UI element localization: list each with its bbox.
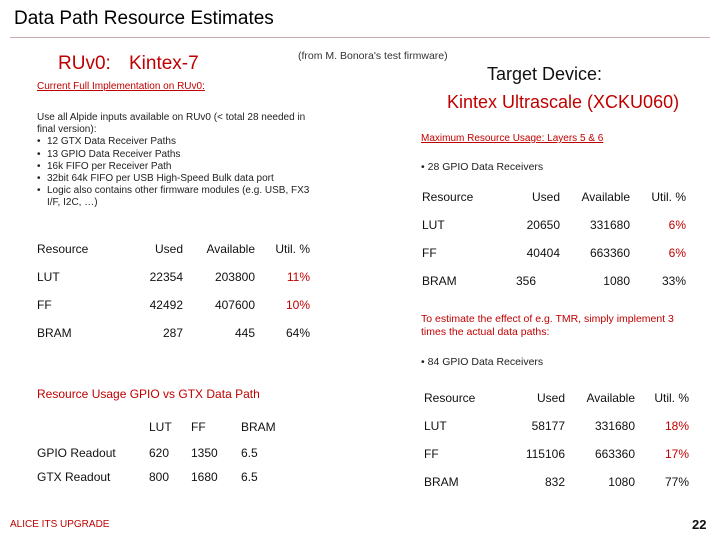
target-device-label: Target Device: [487,64,603,84]
table-row [37,465,286,489]
table-cell: 33% [661,274,686,288]
bullet-item: • 32bit 64k FIFO per USB High-Speed Bulk data port [37,173,312,185]
table-row [424,468,689,496]
gpio-gtx-usage-table [37,413,286,489]
table-cell: 42492 [149,298,183,312]
table-cell: 6.5 [241,470,258,484]
bullet-text: 84 GPIO Data Receivers [427,356,544,368]
receivers-28-bullet [421,161,543,173]
table-cell: 1350 [191,446,218,460]
header-cell: Used [531,190,560,204]
table-cell: 832 [544,475,565,489]
ruv0-resource-table [37,235,310,347]
page-number: 22 [692,517,707,532]
table-cell: 64% [285,326,310,340]
tmr-usage-table [424,384,689,496]
intro-text: Use all Alpide inputs available on RUv0 (< total 28 needed in final version): [37,112,306,136]
table-row [37,291,310,319]
header-cell: Available [581,190,630,204]
table-row [422,267,686,295]
source-note: (from M. Bonora's test firmware) [298,50,448,62]
implementation-bullets [37,136,312,209]
implementation-description [37,112,312,210]
header-cell: Used [154,242,183,256]
table-row [424,412,689,440]
table-cell: 356 [515,274,537,288]
table-cell: 1080 [608,475,635,489]
table-cell: 407600 [214,298,255,312]
header-cell: Util. % [275,242,310,256]
header-cell: Available [206,242,255,256]
table-header-row [37,413,286,441]
table-cell: 77% [664,475,689,489]
current-impl-heading: Current Full Implementation on RUv0: [37,81,205,92]
bullet-item: • 16k FIFO per Receiver Path [37,161,312,173]
table-cell: BRAM [422,274,457,288]
table-row [422,211,686,239]
table-cell: 22354 [149,270,183,284]
table-cell: 800 [149,470,170,484]
table-cell: 17% [664,447,689,461]
table-cell: GPIO Readout [37,446,116,460]
header-cell: Resource [422,190,474,204]
bullet-dot: • [421,356,425,368]
table-cell: 115106 [525,447,565,461]
title-divider [10,37,710,38]
table-cell: 287 [162,326,183,340]
bullet-dot: • [421,161,425,173]
table-cell: 6% [668,246,686,260]
table-cell: 10% [285,298,310,312]
receivers-84-bullet [421,356,543,368]
table-header-row [422,183,686,211]
table-cell: 40404 [526,246,560,260]
header-cell: FF [191,420,206,434]
table-cell: 663360 [589,246,630,260]
table-cell: FF [422,246,437,260]
table-cell: FF [424,447,439,461]
table-cell: BRAM [37,326,72,340]
table-cell: 6.5 [241,446,258,460]
tmr-estimate-note: To estimate the effect of e.g. TMR, simply implement 3 times the actual data paths: [421,313,674,338]
bullet-item: • 13 GPIO Data Receiver Paths [37,149,312,161]
bullet-item: • Logic also contains other firmware modules (e.g. USB, FX3 I/F, I2C, …) [37,185,312,209]
footer-label: ALICE ITS UPGRADE [10,519,110,530]
header-cell [37,413,149,441]
max-usage-heading: Maximum Resource Usage: Layers 5 & 6 [421,133,604,144]
table-cell: 203800 [214,270,255,284]
table-row [37,319,310,347]
table-cell: GTX Readout [37,470,111,484]
bullet-text: 28 GPIO Data Receivers [427,161,544,173]
table-row [424,440,689,468]
header-cell: Resource [424,391,476,405]
table-row [37,441,286,465]
usage-heading: Resource Usage GPIO vs GTX Data Path [37,387,260,401]
table-cell: LUT [422,218,445,232]
table-header-row [424,384,689,412]
table-cell: 1680 [191,470,218,484]
header-cell: Available [586,391,635,405]
ruv-label: RUv0: [58,53,111,74]
header-cell: Resource [37,242,89,256]
header-cell: BRAM [241,420,276,434]
table-cell: 11% [286,270,310,284]
table-cell: 331680 [589,218,630,232]
fpga-label: Kintex-7 [129,53,199,74]
table-cell: 58177 [531,419,565,433]
table-cell: BRAM [424,475,459,489]
header-cell: Util. % [651,190,686,204]
table-cell: FF [37,298,52,312]
table-cell: 445 [234,326,255,340]
table-cell: 620 [149,446,170,460]
target-device-name: Kintex Ultrascale (XCKU060) [447,92,680,112]
table-cell: 6% [668,218,686,232]
bullet-item: • 12 GTX Data Receiver Paths [37,136,312,148]
table-header-row [37,235,310,263]
header-cell: Util. % [654,391,689,405]
table-cell: 1080 [603,274,630,288]
table-cell: 18% [664,419,689,433]
page-title: Data Path Resource Estimates [14,8,274,29]
table-cell: 331680 [594,419,635,433]
table-cell: 20650 [526,218,560,232]
table-cell: LUT [37,270,60,284]
header-cell: Used [536,391,565,405]
max-usage-table [422,183,686,295]
table-cell: LUT [424,419,447,433]
table-row [422,239,686,267]
table-row [37,263,310,291]
table-cell: 663360 [594,447,635,461]
header-cell: LUT [149,420,172,434]
